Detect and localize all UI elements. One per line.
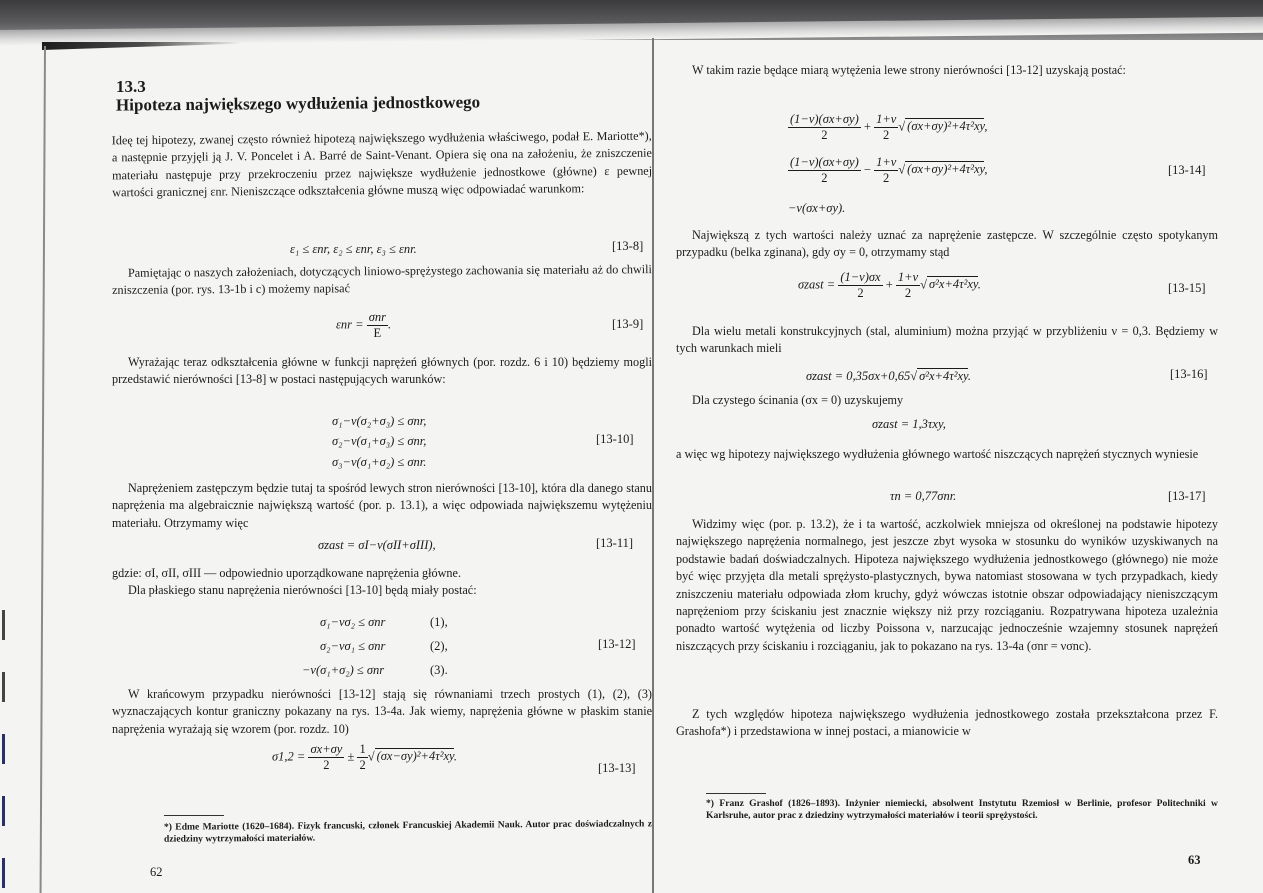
equation-number: [13-16] bbox=[1170, 367, 1208, 381]
footnote-rule bbox=[706, 793, 766, 794]
equation-13-15: σzast = $\frac{(1-\nu)\sigma x}{2}$ + $\frac{1+\nu}{2}$ √ σ²x+4τ²xy. bbox=[798, 270, 981, 300]
paragraph: W takim razie będące miarą wytężenia lewe strony nierówności [13-12] uzyskają postać: bbox=[692, 63, 1126, 77]
equation-tag: (3). bbox=[430, 663, 448, 677]
equation-number: [13-13] bbox=[598, 761, 636, 775]
section-title: Hipoteza największego wydłużenia jednostkowego bbox=[115, 92, 481, 115]
paragraph: Dla wielu metali konstrukcyjnych (stal, aluminium) można przyjąć w przybliżeniu ν = 0,3. Będziemy w tych warunkach mieli bbox=[676, 324, 1218, 356]
equation-13-12-row: σ₂−νσ₁ ≤ σnr bbox=[320, 639, 386, 653]
equation-number: [13-17] bbox=[1168, 489, 1206, 503]
section-number: 13.3 bbox=[116, 77, 146, 96]
paragraph: Dla czystego ścinania (σx = 0) uzyskujemy bbox=[692, 393, 904, 407]
equation-13-10-row: σ₁−ν(σ₂+σ₃) ≤ σnr, bbox=[332, 414, 427, 428]
equation-13-11: σzast = σI−ν(σII+σIII), bbox=[318, 538, 436, 552]
equation-13-14-row: $\frac{(1-\nu)(\sigma x+\sigma y)}{2}$ + $\frac{1+\nu}{2}$ √ (σx+σy)²+4τ²xy, bbox=[790, 112, 988, 142]
paragraph: gdzie: σI, σII, σIII — odpowiednio uporządkowane naprężenia główne. bbox=[112, 566, 461, 580]
paragraph: Naprężeniem zastępczym będzie tutaj ta spośród lewych stron nierówności [13-10], która dla danego stanu naprężenia ma algebraicznie największą wartość (por. p. 13.1), a więc odpowiada największemu wytężeniu materiału. Otrzymamy więc bbox=[112, 481, 652, 530]
equation-number: [13-12] bbox=[598, 637, 636, 651]
equation-13-12-row: σ₁−νσ₂ ≤ σnr bbox=[320, 615, 386, 629]
equation-13-16: σzast = 0,35σx+0,65√ σ²x+4τ²xy. bbox=[806, 369, 971, 383]
equation-number: [13-9] bbox=[612, 317, 644, 331]
equation-number: [13-14] bbox=[1168, 163, 1206, 177]
left-page bbox=[112, 0, 652, 893]
paragraph: Ideę tej hipotezy, zwanej często również hipotezą największego wydłużenia właściwego, podał E. Mariotte*), a następnie przyjęli ją J. V. Poncelet i A. Barré de Saint-Venant. Opiera się ona na założeniu, że zniszczenie materiału następuje przy przekroczeniu przez największe wydłużenie jednostkowe (główne) ε pewnej wartości granicznej εnr. Nieniszczące odkształcenia główne muszą więc odpowiadać warunkom: bbox=[111, 128, 653, 200]
equation-13-12-row: −ν(σ₁+σ₂) ≤ σnr bbox=[302, 663, 385, 677]
page-number: 63 bbox=[1188, 853, 1201, 867]
paragraph: Pamiętając o naszych założeniach, dotyczących liniowo-sprężystego zachowania się materiału aż do chwili zniszczenia (por. rys. 13-1b i c) możemy napisać bbox=[112, 262, 652, 298]
equation-number: [13-15] bbox=[1168, 281, 1206, 295]
paragraph: W krańcowym przypadku nierówności [13-12] stają się równaniami trzech prostych (1), (2), (3) wyznaczających kontur graniczny pokazany na rys. 13-4a. Jak wiemy, naprężenia główne w płaskim stanie naprężenia wyrażają się wzorem (por. rozdz. 10) bbox=[112, 687, 652, 736]
equation-13-10-row: σ₂−ν(σ₁+σ₃) ≤ σnr, bbox=[332, 434, 427, 448]
paragraph: a więc wg hipotezy największego wydłużenia głównego wartość niszczących naprężeń stycznych wyniesie bbox=[676, 447, 1199, 461]
equation-13-10-row: σ₃−ν(σ₁+σ₂) ≤ σnr. bbox=[332, 455, 427, 469]
equation-number: [13-8] bbox=[612, 239, 644, 253]
paragraph: Dla płaskiego stanu naprężenia nierówności [13-10] będą miały postać: bbox=[128, 583, 477, 597]
footnote: *) Franz Grashof (1826–1893). Inżynier niemiecki, absolwent Instytutu Rzemiosł w Berlinie, profesor Politechniki w Karlsruhe, autor prac z dziedziny wytrzymałości materiałów i teorii sprężystości. bbox=[706, 798, 1218, 821]
footnote-rule bbox=[164, 815, 224, 816]
equation-tag: (2), bbox=[430, 639, 448, 653]
equation-number: [13-10] bbox=[596, 432, 634, 446]
equation-13-9: εnr = $\frac{\text{σnr}}{E}$ . bbox=[336, 310, 392, 340]
equation-shear: σzast = 1,3τxy, bbox=[872, 417, 946, 431]
equation-number: [13-11] bbox=[596, 536, 634, 550]
book-spine bbox=[652, 38, 654, 893]
right-page bbox=[676, 0, 1236, 893]
page-number: 62 bbox=[150, 865, 163, 879]
footnote: *) Edme Mariotte (1620–1684). Fizyk francuski, członek Francuskiej Akademii Nauk. Autor prac doświadczalnych z dziedziny wytrzymałości materiałów. bbox=[163, 818, 652, 845]
paragraph: Wyrażając teraz odkształcenia główne w funkcji naprężeń głównych (por. rozdz. 6 i 10) będziemy mogli przedstawić nierówności [13-8] w postaci następujących warunków: bbox=[112, 355, 652, 387]
paragraph: Największą z tych wartości należy uznać za naprężenie zastępcze. W szczególnie często spotykanym przypadku (belka zginana), gdy σy = 0, otrzymamy stąd bbox=[676, 228, 1218, 260]
equation-tag: (1), bbox=[430, 615, 448, 629]
left-page-edge bbox=[40, 46, 46, 893]
equation-13-14-row: −ν(σx+σy). bbox=[788, 201, 846, 215]
equation-13-14-row: $\frac{(1-\nu)(\sigma x+\sigma y)}{2}$ − $\frac{1+\nu}{2}$ √ (σx+σy)²+4τ²xy, bbox=[790, 155, 988, 185]
equation-13-17: τn = 0,77σnr. bbox=[890, 489, 957, 503]
margin-marks bbox=[2, 610, 5, 893]
equation-13-13: σ1,2 = $\frac{\sigma x+\sigma y}{2}$ ± $\frac{1}{2}$ √ (σx−σy)²+4τ²xy. bbox=[272, 742, 457, 772]
paragraph: Z tych względów hipoteza największego wydłużenia jednostkowego została przekształcona przez F. Grashofa*) i przedstawiona w innej postaci, a mianowicie w bbox=[676, 707, 1218, 739]
paragraph: Widzimy więc (por. p. 13.2), że i ta wartość, aczkolwiek mniejsza od określonej na podstawie hipotezy największego naprężenia normalnego, jest jeszcze zbyt wysoka w stosunku do wyników uzyskiwanych na podstawie badań doświadczalnych. Hipoteza największego wydłużenia jednostkowego (głównego) nie może być więc przyjęta dla metali sprężysto-plastycznych, bywa natomiast stosowana w tych przypadkach, kiedy zniszczeniu materiału odpowiada złom kruchy, gdyż wówczas istotnie obszar odpowiadający nieniszczącym naprężeniom przy ściskaniu jest znacznie większy niż przy rozciąganiu. Rozpatrywana hipoteza uzależnia ponadto wartość wytężenia od liczby Poissona ν, narzucając jednocześnie wzajemny stosunek naprężeń niszczących przy ściskaniu i rozciąganiu, jak to pokazano na rys. 13-4a (σnr = νσnc). bbox=[676, 517, 1218, 653]
equation-13-8: ε₁ ≤ εnr, ε₂ ≤ εnr, ε₃ ≤ εnr. bbox=[290, 242, 417, 256]
